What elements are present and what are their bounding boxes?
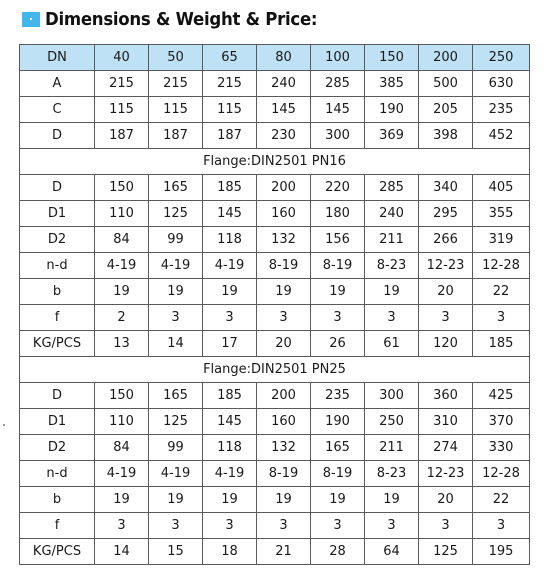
value-cell: 19 [149,279,203,305]
value-cell: 3 [311,305,365,331]
section-title-row [20,357,530,383]
table-row [20,123,530,149]
value-cell: 61 [365,331,419,357]
value-cell: 84 [95,435,149,461]
value-cell: 310 [419,409,473,435]
value-cell: 3 [473,513,530,539]
value-cell: 150 [95,383,149,409]
value-cell: 369 [365,123,419,149]
value-cell: 26 [311,331,365,357]
side-dot-mark [3,424,5,426]
value-cell: 3 [149,305,203,331]
value-cell: 150 [365,45,419,71]
value-cell: 211 [365,227,419,253]
section-title-cell: Flange:DIN2501 PN25 [20,357,530,383]
value-cell: 215 [203,71,257,97]
value-cell: 19 [95,487,149,513]
page-header [22,7,341,31]
row-label-cell: KG/PCS [20,331,95,357]
value-cell: 99 [149,435,203,461]
value-cell: 452 [473,123,530,149]
value-cell: 8-23 [365,461,419,487]
value-cell: 405 [473,175,530,201]
value-cell: 340 [419,175,473,201]
value-cell: 19 [311,279,365,305]
value-cell: 3 [257,305,311,331]
value-cell: 240 [365,201,419,227]
value-cell: 50 [149,45,203,71]
value-cell: 8-19 [311,461,365,487]
row-label-cell: D [20,383,95,409]
value-cell: 425 [473,383,530,409]
row-label-cell: f [20,513,95,539]
value-cell: 145 [203,201,257,227]
value-cell: 215 [95,71,149,97]
value-cell: 500 [419,71,473,97]
value-cell: 18 [203,539,257,565]
value-cell: 8-19 [257,461,311,487]
page-title: Dimensions & Weight & Price: [45,8,318,30]
value-cell: 150 [95,175,149,201]
value-cell: 3 [419,513,473,539]
value-cell: 3 [365,305,419,331]
value-cell: 19 [95,279,149,305]
value-cell: 14 [149,331,203,357]
value-cell: 200 [419,45,473,71]
value-cell: 14 [95,539,149,565]
value-cell: 235 [311,383,365,409]
table-row [20,227,530,253]
value-cell: 630 [473,71,530,97]
value-cell: 8-19 [257,253,311,279]
value-cell: 22 [473,487,530,513]
table-row [20,435,530,461]
row-label-cell: D [20,123,95,149]
value-cell: 28 [311,539,365,565]
value-cell: 115 [149,97,203,123]
value-cell: 4-19 [95,253,149,279]
value-cell: 4-19 [203,461,257,487]
value-cell: 19 [311,487,365,513]
dimensions-weight-price-table [19,44,530,565]
value-cell: 230 [257,123,311,149]
value-cell: 220 [311,175,365,201]
value-cell: 160 [257,201,311,227]
value-cell: 120 [419,331,473,357]
row-label-cell: n-d [20,253,95,279]
value-cell: 125 [419,539,473,565]
value-cell: 295 [419,201,473,227]
value-cell: 110 [95,201,149,227]
value-cell: 285 [311,71,365,97]
value-cell: 19 [365,279,419,305]
row-label-cell: D2 [20,435,95,461]
value-cell: 3 [365,513,419,539]
value-cell: 12-28 [473,461,530,487]
value-cell: 250 [365,409,419,435]
value-cell: 115 [95,97,149,123]
value-cell: 187 [149,123,203,149]
value-cell: 145 [257,97,311,123]
value-cell: 211 [365,435,419,461]
row-label-cell: C [20,97,95,123]
value-cell: 132 [257,227,311,253]
value-cell: 300 [311,123,365,149]
value-cell: 3 [95,513,149,539]
value-cell: 187 [203,123,257,149]
table-row [20,305,530,331]
value-cell: 195 [473,539,530,565]
value-cell: 19 [203,279,257,305]
row-label-cell: KG/PCS [20,539,95,565]
value-cell: 3 [311,513,365,539]
value-cell: 3 [149,513,203,539]
value-cell: 145 [203,409,257,435]
value-cell: 15 [149,539,203,565]
value-cell: 3 [257,513,311,539]
value-cell: 355 [473,201,530,227]
value-cell: 115 [203,97,257,123]
row-label-cell: D1 [20,201,95,227]
value-cell: 385 [365,71,419,97]
value-cell: 3 [473,305,530,331]
value-cell: 100 [311,45,365,71]
value-cell: 12-23 [419,461,473,487]
value-cell: 65 [203,45,257,71]
row-label-cell: D1 [20,409,95,435]
value-cell: 200 [257,383,311,409]
value-cell: 118 [203,227,257,253]
value-cell: 240 [257,71,311,97]
value-cell: 235 [473,97,530,123]
row-label-cell: DN [20,45,95,71]
table-row [20,175,530,201]
value-cell: 20 [419,487,473,513]
row-label-cell: n-d [20,461,95,487]
value-cell: 165 [149,383,203,409]
value-cell: 190 [365,97,419,123]
table-row [20,409,530,435]
value-cell: 160 [257,409,311,435]
value-cell: 156 [311,227,365,253]
value-cell: 19 [257,279,311,305]
value-cell: 19 [365,487,419,513]
value-cell: 187 [95,123,149,149]
table-row [20,513,530,539]
value-cell: 110 [95,409,149,435]
table-row [20,461,530,487]
value-cell: 2 [95,305,149,331]
value-cell: 84 [95,227,149,253]
table-row [20,539,530,565]
table-row [20,487,530,513]
dn-header-row [20,45,530,71]
value-cell: 185 [203,175,257,201]
value-cell: 3 [203,513,257,539]
value-cell: 274 [419,435,473,461]
value-cell: 285 [365,175,419,201]
value-cell: 319 [473,227,530,253]
value-cell: 64 [365,539,419,565]
value-cell: 330 [473,435,530,461]
value-cell: 200 [257,175,311,201]
value-cell: 125 [149,201,203,227]
value-cell: 22 [473,279,530,305]
value-cell: 185 [473,331,530,357]
value-cell: 266 [419,227,473,253]
value-cell: 19 [149,487,203,513]
value-cell: 12-28 [473,253,530,279]
value-cell: 118 [203,435,257,461]
value-cell: 370 [473,409,530,435]
value-cell: 13 [95,331,149,357]
table-row [20,331,530,357]
value-cell: 3 [419,305,473,331]
value-cell: 190 [311,409,365,435]
square-bullet-icon [22,12,40,27]
table-row [20,97,530,123]
value-cell: 4-19 [95,461,149,487]
value-cell: 19 [257,487,311,513]
table-row [20,253,530,279]
value-cell: 17 [203,331,257,357]
section-title-cell: Flange:DIN2501 PN16 [20,149,530,175]
value-cell: 132 [257,435,311,461]
section-title-row [20,149,530,175]
value-cell: 250 [473,45,530,71]
value-cell: 21 [257,539,311,565]
value-cell: 19 [203,487,257,513]
value-cell: 398 [419,123,473,149]
value-cell: 8-23 [365,253,419,279]
value-cell: 8-19 [311,253,365,279]
value-cell: 145 [311,97,365,123]
table-row [20,71,530,97]
row-label-cell: b [20,487,95,513]
row-label-cell: D2 [20,227,95,253]
table-row [20,383,530,409]
value-cell: 3 [203,305,257,331]
row-label-cell: A [20,71,95,97]
value-cell: 360 [419,383,473,409]
value-cell: 300 [365,383,419,409]
table-row [20,279,530,305]
value-cell: 125 [149,409,203,435]
value-cell: 40 [95,45,149,71]
value-cell: 215 [149,71,203,97]
value-cell: 165 [149,175,203,201]
value-cell: 99 [149,227,203,253]
value-cell: 80 [257,45,311,71]
value-cell: 20 [257,331,311,357]
row-label-cell: D [20,175,95,201]
row-label-cell: b [20,279,95,305]
value-cell: 205 [419,97,473,123]
value-cell: 4-19 [203,253,257,279]
spec-table-container [19,44,530,565]
value-cell: 4-19 [149,461,203,487]
value-cell: 12-23 [419,253,473,279]
value-cell: 20 [419,279,473,305]
value-cell: 180 [311,201,365,227]
row-label-cell: f [20,305,95,331]
value-cell: 4-19 [149,253,203,279]
value-cell: 165 [311,435,365,461]
value-cell: 185 [203,383,257,409]
table-row [20,201,530,227]
